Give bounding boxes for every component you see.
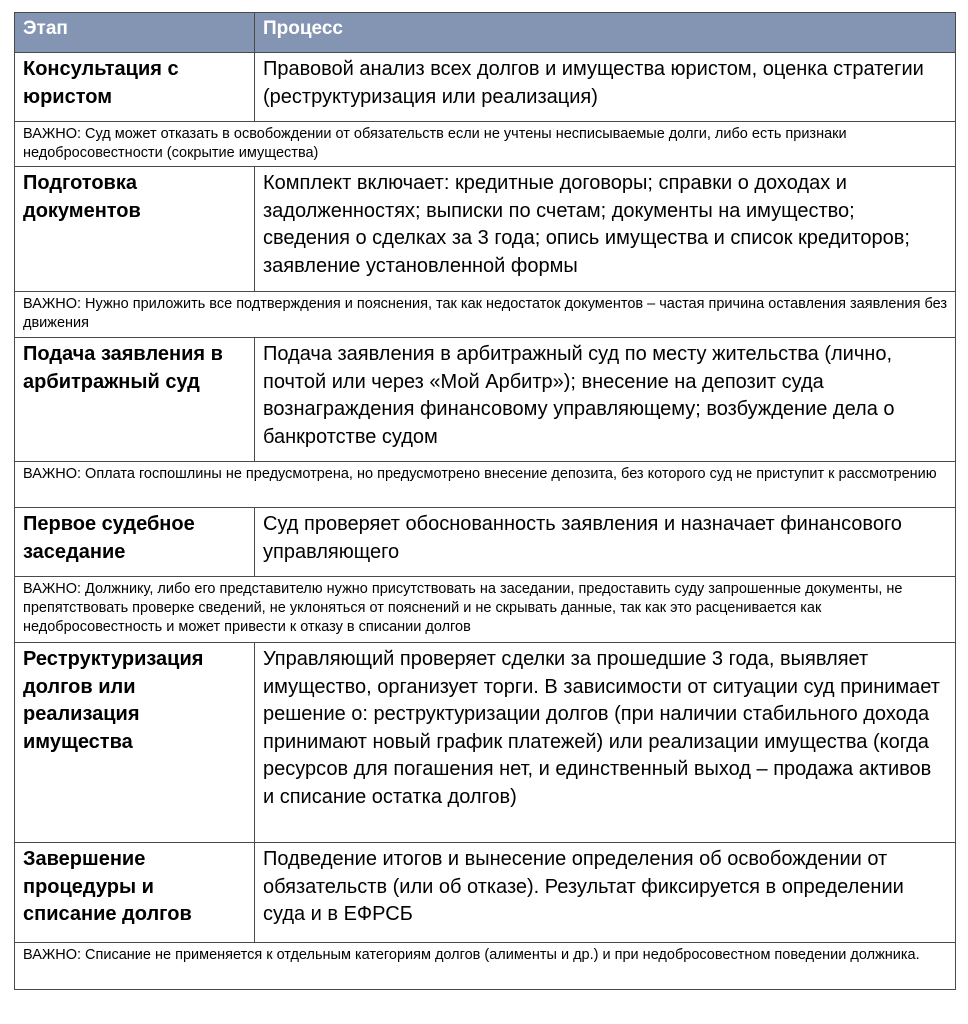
note-cell: ВАЖНО: Оплата госпошлины не предусмотрена, но предусмотрено внесение депозита, без которого суд не приступит к рассмотрению — [15, 462, 956, 508]
table-row — [15, 53, 956, 122]
note-row — [15, 577, 956, 643]
process-cell: Подача заявления в арбитражный суд по месту жительства (лично, почтой или через «Мой Арбитр»); внесение на депозит суда вознаграждения финансовому управляющему; возбуждение дела о банкротстве судом — [255, 338, 956, 462]
stage-cell: Первое судебное заседание — [15, 508, 255, 577]
header-process: Процесс — [255, 13, 956, 53]
stage-cell: Реструктуризация долгов или реализация имущества — [15, 643, 255, 843]
process-cell: Подведение итогов и вынесение определения об освобождении от обязательств (или об отказе). Результат фиксируется в определении суда и в ЕФРСБ — [255, 843, 956, 943]
note-cell: ВАЖНО: Нужно приложить все подтверждения и пояснения, так как недостаток документов – частая причина оставления заявления без движения — [15, 292, 956, 338]
table-row — [15, 338, 956, 462]
bankruptcy-stages-table — [14, 12, 956, 990]
table-row — [15, 843, 956, 943]
process-cell: Суд проверяет обоснованность заявления и назначает финансового управляющего — [255, 508, 956, 577]
note-row — [15, 943, 956, 990]
note-row — [15, 122, 956, 167]
header-stage: Этап — [15, 13, 255, 53]
stage-cell: Подача заявления в арбитражный суд — [15, 338, 255, 462]
note-row — [15, 292, 956, 338]
process-cell: Комплект включает: кредитные договоры; справки о доходах и задолженностях; выписки по счетам; документы на имущество; сведения о сделках за 3 года; опись имущества и список кредиторов; заявление установленной формы — [255, 167, 956, 292]
table-header-row — [15, 13, 956, 53]
note-row — [15, 462, 956, 508]
table-row — [15, 508, 956, 577]
process-cell: Управляющий проверяет сделки за прошедшие 3 года, выявляет имущество, организует торги. В зависимости от ситуации суд принимает решение о: реструктуризации долгов (при наличии стабильного дохода принимают новый график платежей) или реализации имущества (когда ресурсов для погашения нет, и единственный выход – продажа активов и списание остатка долгов) — [255, 643, 956, 843]
table-row — [15, 167, 956, 292]
stage-cell: Подготовка документов — [15, 167, 255, 292]
process-cell: Правовой анализ всех долгов и имущества юристом, оценка стратегии (реструктуризация или реализация) — [255, 53, 956, 122]
note-cell: ВАЖНО: Суд может отказать в освобождении от обязательств если не учтены несписываемые долги, либо есть признаки недобросовестности (сокрытие имущества) — [15, 122, 956, 167]
note-cell: ВАЖНО: Должнику, либо его представителю нужно присутствовать на заседании, предоставить суду запрошенные документы, не препятствовать проверке сведений, не уклоняться от пояснений и не скрывать данные, так как это расценивается как недобросовестность и может привести к отказу в списании долгов — [15, 577, 956, 643]
table-row — [15, 643, 956, 843]
stage-cell: Консультация с юристом — [15, 53, 255, 122]
stage-cell: Завершение процедуры и списание долгов — [15, 843, 255, 943]
note-cell: ВАЖНО: Списание не применяется к отдельным категориям долгов (алименты и др.) и при недобросовестном поведении должника. — [15, 943, 956, 990]
